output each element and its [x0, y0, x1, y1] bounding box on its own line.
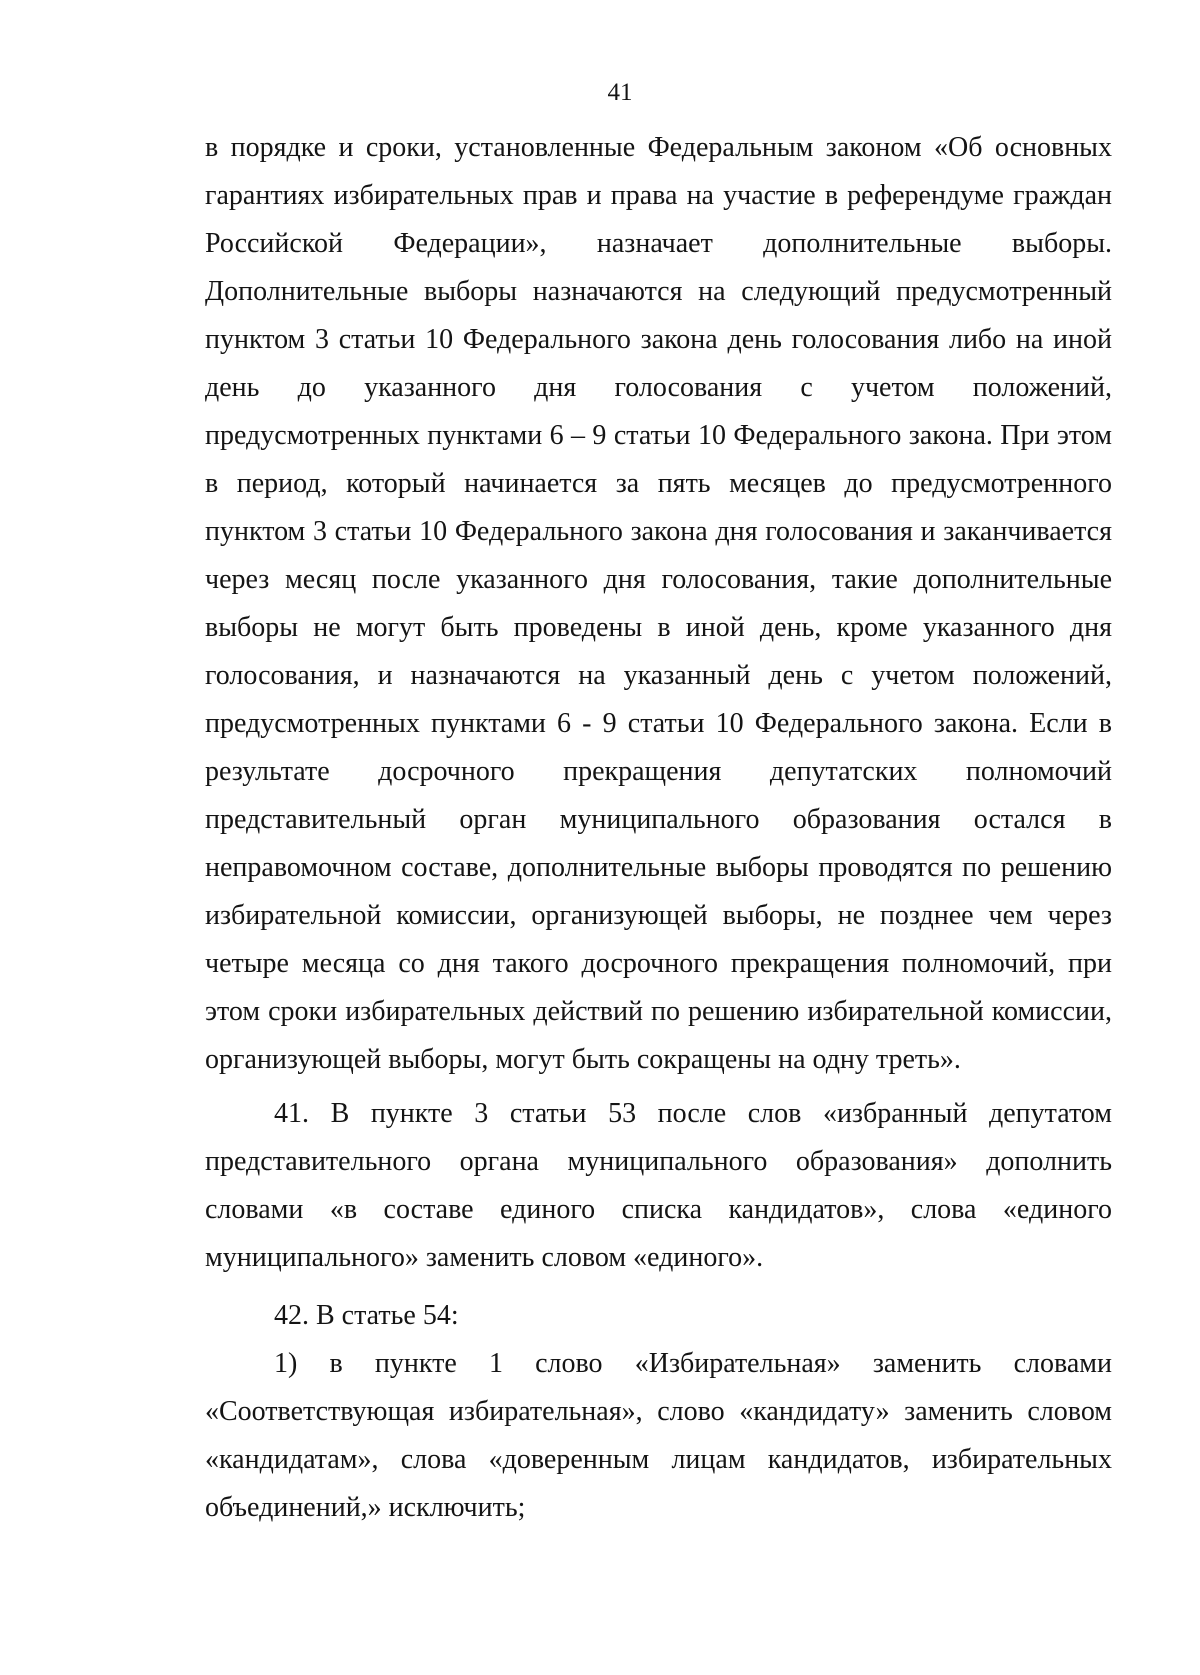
- paragraph-subitem-1: 1) в пункте 1 слово «Избирательная» заменить словами «Соответствующая избирательная», слово «кандидату» заменить словом «кандидатам», слова «доверенным лицам кандидатов, избирательных объединений,» исключить;: [205, 1348, 1112, 1523]
- paragraph-item-41: 41. В пункте 3 статьи 53 после слов «избранный депутатом представительного органа муниципального образования» дополнить словами «в составе единого списка кандидатов», слова «единого муниципального» заменить словом «единого».: [205, 1098, 1112, 1273]
- paragraph-continuation: в порядке и сроки, установленные Федеральным законом «Об основных гарантиях избирательных прав и права на участие в референдуме граждан Российской Федерации», назначает дополнительные выборы. Дополнительные выборы назначаются на следующий предусмотренный пунктом 3 статьи 10 Федерального закона день голосования либо на иной день до указанного дня голосования с учетом положений, предусмотренных пунктами 6 – 9 статьи 10 Федерального закона. При этом в период, который начинается за пять месяцев до предусмотренного пунктом 3 статьи 10 Федерального закона дня голосования и заканчивается через месяц после указанного дня голосования, такие дополнительные выборы не могут быть проведены в иной день, кроме указанного дня голосования, и назначаются на указанный день с учетом положений, предусмотренных пунктами 6 - 9 статьи 10 Федерального закона. Если в результате досрочного прекращения депутатских полномочий представительный орган муниципального образования остался в неправомочном составе, дополнительные выборы проводятся по решению избирательной комиссии, организующей выборы, не позднее чем через четыре месяца со дня такого досрочного прекращения полномочий, при этом сроки избирательных действий по решению избирательной комиссии, организующей выборы, могут быть сокращены на одну треть».: [205, 132, 1112, 1075]
- paragraph-item-42: 42. В статье 54:: [274, 1300, 459, 1331]
- document-body: [205, 124, 1112, 1532]
- page-number: 41: [607, 79, 633, 106]
